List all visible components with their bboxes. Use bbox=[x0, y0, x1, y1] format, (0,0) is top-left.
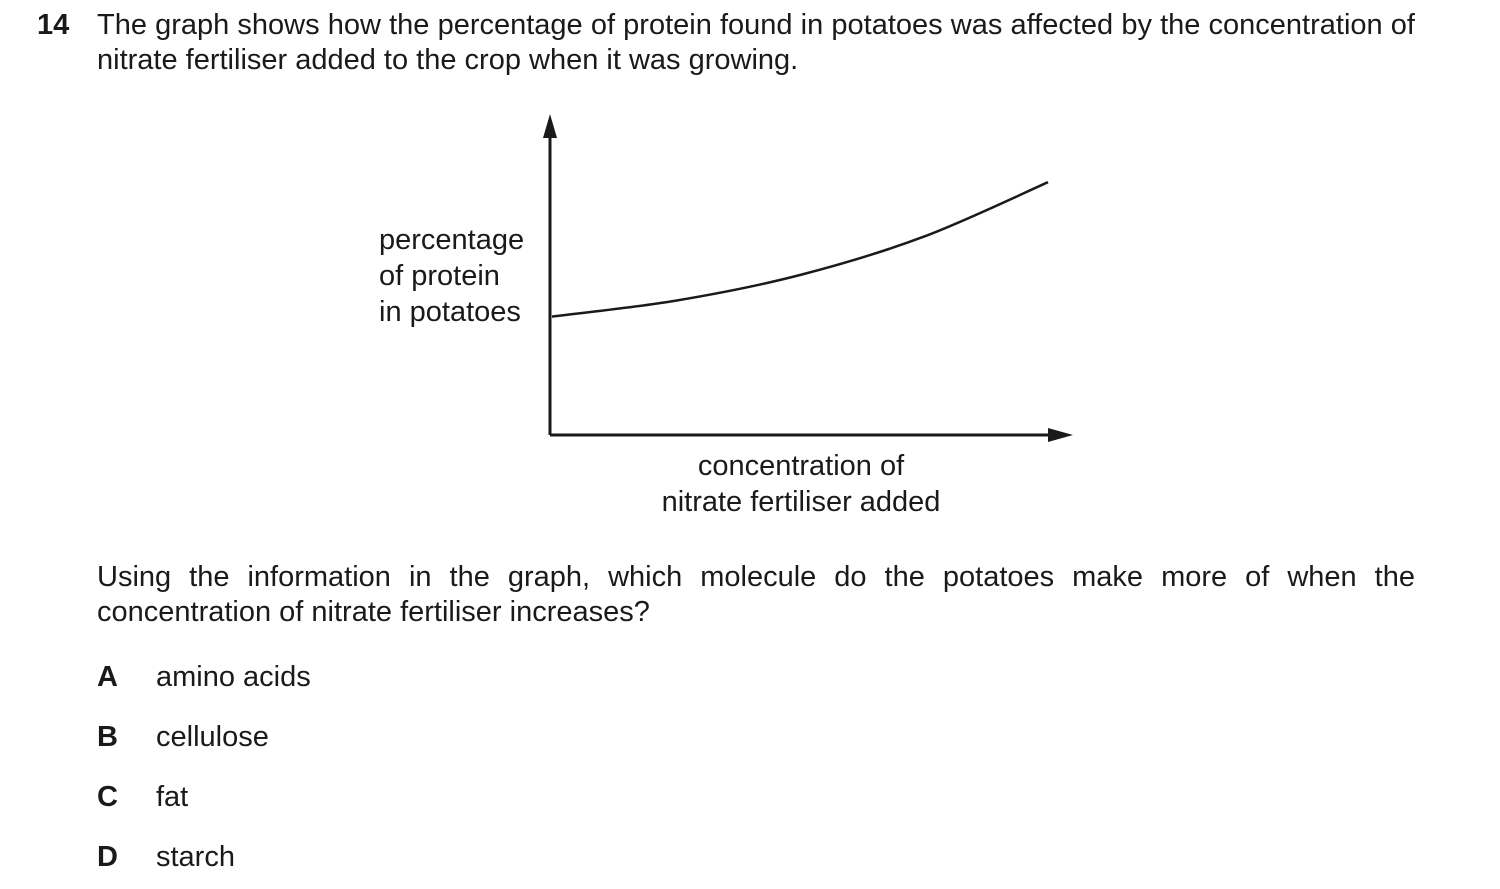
y-axis-arrowhead bbox=[543, 114, 557, 138]
question-stem: The graph shows how the percentage of protein found in potatoes was affected by the concentration of nitrate fertiliser added to the crop when it was growing. bbox=[97, 9, 1415, 76]
option-letter: B bbox=[97, 721, 118, 753]
option-text: cellulose bbox=[156, 721, 269, 753]
protein-curve bbox=[552, 182, 1048, 316]
option-letter: A bbox=[97, 661, 118, 693]
x-axis-arrowhead bbox=[1048, 428, 1073, 442]
x-axis-label-line-2: nitrate fertiliser added bbox=[661, 486, 941, 518]
option-text: starch bbox=[156, 841, 235, 873]
option-text: fat bbox=[156, 781, 189, 813]
x-axis-label-line-1: concentration of bbox=[697, 450, 905, 482]
question-number: 14 bbox=[37, 9, 70, 41]
option-text: amino acids bbox=[156, 661, 311, 693]
y-axis-label-line-1: percentage bbox=[379, 224, 525, 256]
y-axis-label-line-2: of protein bbox=[379, 260, 500, 292]
question-prompt: Using the information in the graph, which molecule do the potatoes make more of when the concentration of nitrate fertiliser increases? bbox=[97, 561, 1415, 628]
y-axis-label-line-3: in potatoes bbox=[379, 296, 521, 328]
option-letter: C bbox=[97, 781, 118, 813]
option-letter: D bbox=[97, 841, 118, 873]
